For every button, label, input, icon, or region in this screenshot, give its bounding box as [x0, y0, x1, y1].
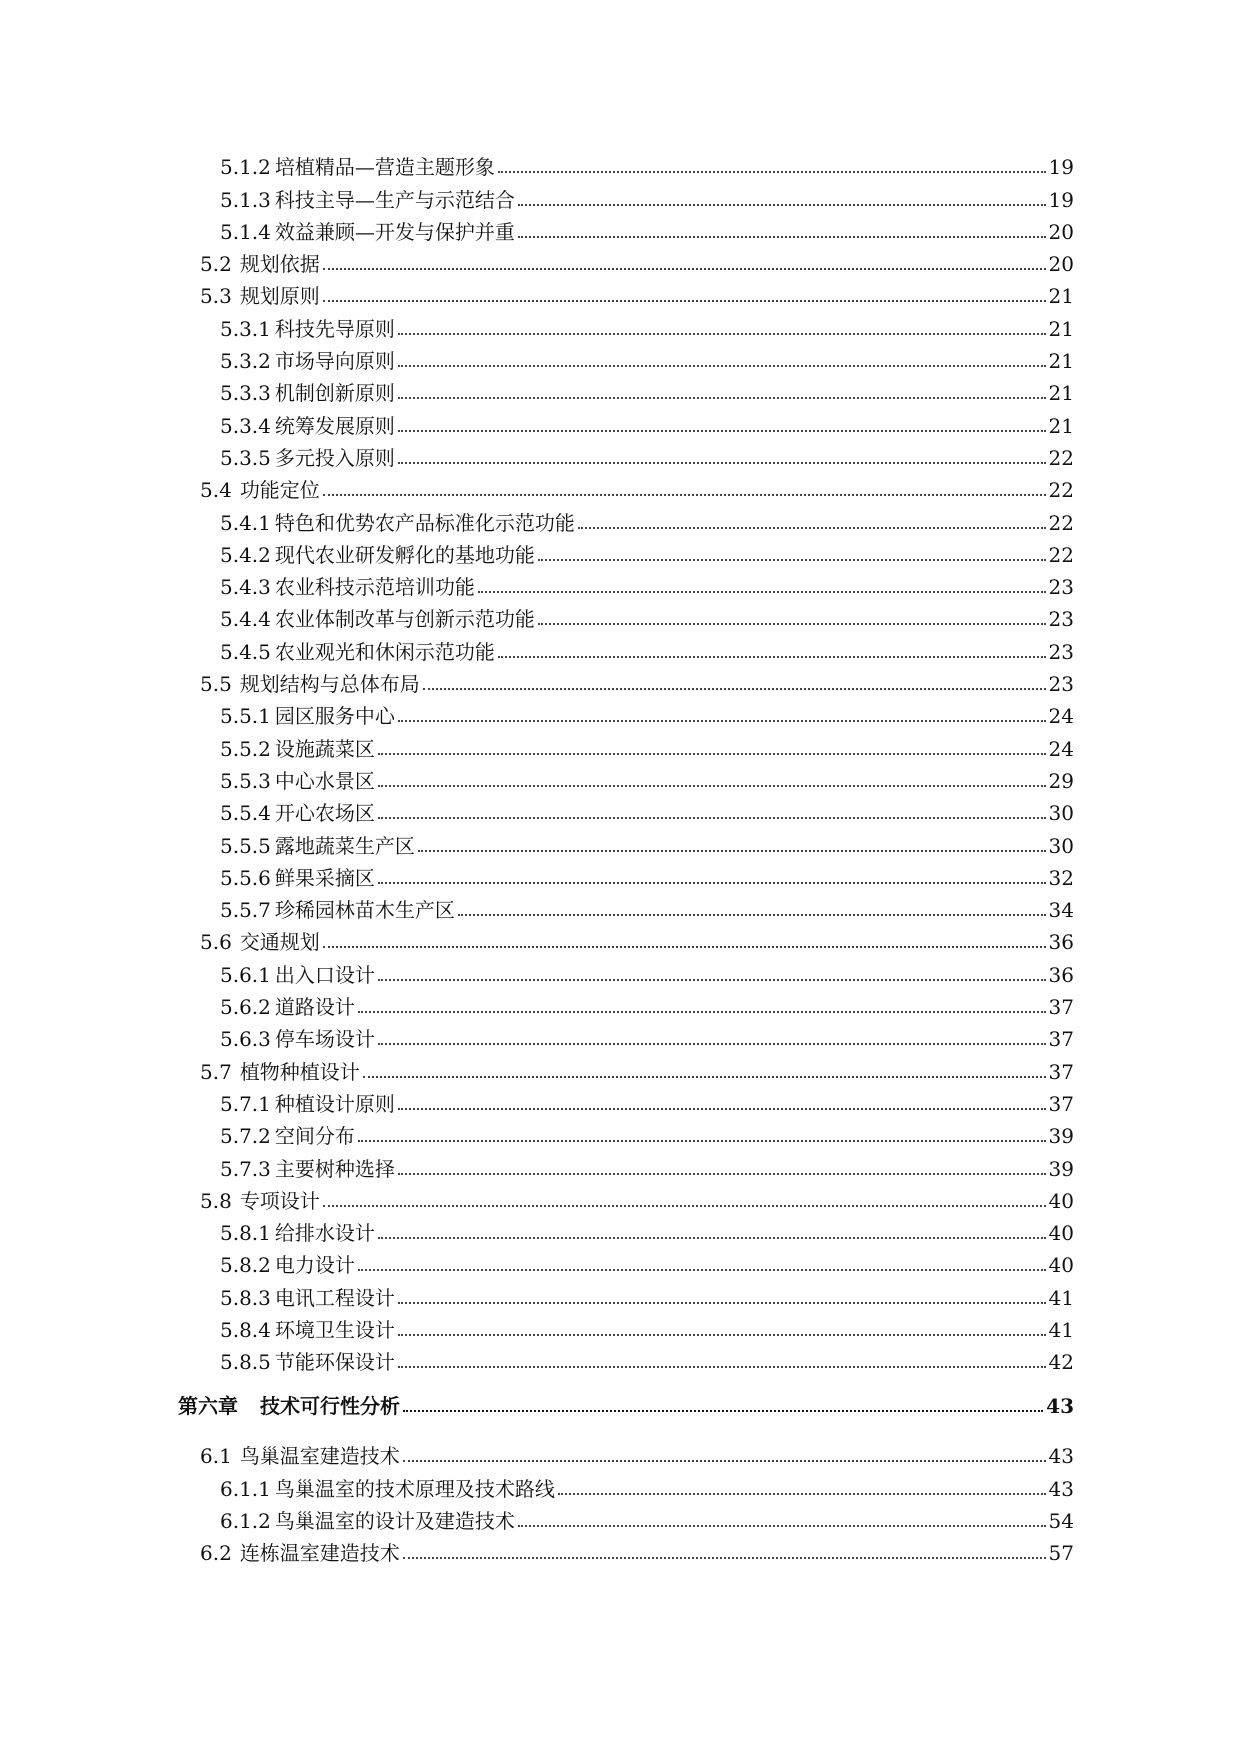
- toc-entry[interactable]: [0, 540, 1074, 572]
- toc-entry-page: 21: [1048, 284, 1074, 309]
- toc-entry-number: 5.5.7: [220, 898, 271, 923]
- toc-entry-page: 30: [1048, 833, 1074, 858]
- toc-entry-title: 园区服务中心: [274, 704, 395, 729]
- dot-leader: [558, 1493, 1046, 1495]
- toc-entry-page: 19: [1048, 155, 1074, 180]
- dot-leader: [403, 1557, 1046, 1559]
- toc-entry[interactable]: [0, 863, 1074, 895]
- toc-entry[interactable]: [0, 927, 1074, 959]
- toc-entry-number: 5.5.3: [220, 768, 271, 793]
- dot-leader: [498, 171, 1046, 173]
- toc-entry-number: 5.7.3: [220, 1156, 271, 1181]
- toc-entry-number: 5.7.2: [220, 1124, 271, 1149]
- toc-entry-page: 41: [1048, 1285, 1074, 1310]
- toc-entry-page: 40: [1048, 1188, 1074, 1213]
- toc-entry[interactable]: [0, 992, 1074, 1024]
- dot-leader: [398, 430, 1046, 432]
- toc-entry-page: 23: [1048, 575, 1074, 600]
- dot-leader: [323, 268, 1046, 270]
- dot-leader: [358, 1140, 1046, 1142]
- toc-entry[interactable]: [0, 733, 1074, 765]
- toc-entry-page: 24: [1048, 736, 1074, 761]
- toc-entry-title: 空间分布: [274, 1124, 355, 1149]
- toc-entry-number: 5.1.3: [220, 187, 271, 212]
- toc-entry-page: 21: [1048, 316, 1074, 341]
- toc-entry[interactable]: [0, 1186, 1074, 1218]
- toc-entry-page: 36: [1048, 962, 1074, 987]
- toc-entry-title: 现代农业研发孵化的基地功能: [274, 542, 535, 567]
- toc-entry-title: 统筹发展原则: [274, 413, 395, 438]
- toc-entry-page: 37: [1048, 1091, 1074, 1116]
- toc-entry-title: 鸟巢温室建造技术: [239, 1444, 400, 1469]
- toc-entry-title: 环境卫生设计: [274, 1317, 395, 1342]
- toc-entry-page: 39: [1048, 1156, 1074, 1181]
- dot-leader: [418, 850, 1046, 852]
- toc-entry-page: 40: [1048, 1253, 1074, 1278]
- toc-entry-page: 23: [1048, 639, 1074, 664]
- toc-entry-number: 5.3.2: [220, 349, 271, 374]
- toc-entry-title: 中心水景区: [274, 768, 375, 793]
- toc-entry-number: 5.4: [200, 478, 232, 503]
- toc-entry-number: 5.5.1: [220, 704, 271, 729]
- toc-entry-page: 43: [1048, 1444, 1074, 1469]
- toc-entry-number: 5.8.5: [220, 1350, 271, 1375]
- dot-leader: [323, 300, 1046, 302]
- toc-entry-page: 21: [1048, 381, 1074, 406]
- toc-entry-page: 23: [1048, 672, 1074, 697]
- toc-entry-title: 科技先导原则: [274, 316, 395, 341]
- toc-entry-number: 5.3: [200, 284, 232, 309]
- toc-entry-title: 主要树种选择: [274, 1156, 395, 1181]
- toc-entry-number: 5.4.2: [220, 542, 271, 567]
- toc-entry-number: 5.8: [200, 1188, 232, 1213]
- dot-leader: [378, 817, 1046, 819]
- toc-entry-page: 29: [1048, 768, 1074, 793]
- toc-entry-number: 5.8.2: [220, 1253, 271, 1278]
- toc-entry[interactable]: [0, 1429, 1074, 1473]
- toc-entry-number: 6.2: [200, 1541, 232, 1566]
- toc-entry-title: 农业体制改革与创新示范功能: [274, 607, 535, 632]
- dot-leader: [378, 979, 1046, 981]
- dot-leader: [578, 527, 1046, 529]
- toc-entry[interactable]: [0, 1315, 1074, 1347]
- toc-entry-page: 40: [1048, 1221, 1074, 1246]
- toc-entry[interactable]: [0, 346, 1074, 378]
- toc-entry[interactable]: [0, 443, 1074, 475]
- toc-entry-title: 农业观光和休闲示范功能: [274, 639, 495, 664]
- toc-entry[interactable]: [0, 766, 1074, 798]
- toc-entry-title: 鸟巢温室的技术原理及技术路线: [274, 1476, 555, 1501]
- toc-entry-title: 种植设计原则: [274, 1091, 395, 1116]
- dot-leader: [398, 1173, 1046, 1175]
- toc-entry-title: 电讯工程设计: [274, 1285, 395, 1310]
- toc-entry-number: 5.4.5: [220, 639, 271, 664]
- toc-entry-number: 5.1.2: [220, 155, 271, 180]
- toc-entry-page: 22: [1048, 510, 1074, 535]
- dot-leader: [358, 1269, 1046, 1271]
- toc-entry-page: 54: [1048, 1508, 1074, 1533]
- toc-entry-number: 5.3.4: [220, 413, 271, 438]
- dot-leader: [378, 882, 1046, 884]
- toc-entry-title: 交通规划: [239, 930, 320, 955]
- toc-entry-page: 37: [1048, 1027, 1074, 1052]
- toc-entry-title: 出入口设计: [274, 962, 375, 987]
- toc-entry-number: 6.1.2: [220, 1508, 271, 1533]
- toc-entry-title: 规划依据: [239, 252, 320, 277]
- toc-entry-title: 农业科技示范培训功能: [274, 575, 475, 600]
- toc-entry-page: 22: [1048, 478, 1074, 503]
- toc-entry-page: 34: [1048, 898, 1074, 923]
- toc-entry-title: 机制创新原则: [274, 381, 395, 406]
- toc-entry-page: 41: [1048, 1317, 1074, 1342]
- toc-entry-page: 39: [1048, 1124, 1074, 1149]
- toc-entry[interactable]: [0, 1347, 1074, 1379]
- toc-entry[interactable]: [0, 1250, 1074, 1282]
- toc-entry[interactable]: [0, 669, 1074, 701]
- toc-entry-number: 5.5.4: [220, 801, 271, 826]
- toc-entry-title: 设施蔬菜区: [274, 736, 375, 761]
- table-of-contents: [0, 152, 1241, 1570]
- toc-entry-number: 第六章: [178, 1394, 238, 1419]
- toc-entry[interactable]: [0, 1218, 1074, 1250]
- dot-leader: [518, 236, 1046, 238]
- toc-entry-page: 22: [1048, 445, 1074, 470]
- toc-entry-title: 多元投入原则: [274, 445, 395, 470]
- toc-entry-title: 露地蔬菜生产区: [274, 833, 415, 858]
- toc-entry[interactable]: [0, 152, 1074, 184]
- toc-entry-number: 5.1.4: [220, 219, 271, 244]
- toc-entry-title: 鲜果采摘区: [274, 865, 375, 890]
- toc-entry-title: 技术可行性分析: [260, 1394, 400, 1419]
- toc-entry-page: 20: [1048, 252, 1074, 277]
- toc-entry-page: 37: [1048, 1059, 1074, 1084]
- dot-leader: [323, 1205, 1046, 1207]
- toc-entry[interactable]: [0, 507, 1074, 539]
- toc-entry[interactable]: [0, 959, 1074, 991]
- toc-entry[interactable]: [0, 1153, 1074, 1185]
- dot-leader: [398, 397, 1046, 399]
- toc-chapter-entry[interactable]: [0, 1379, 1074, 1429]
- toc-entry[interactable]: [0, 830, 1074, 862]
- dot-leader: [498, 656, 1046, 658]
- toc-entry-page: 37: [1048, 995, 1074, 1020]
- dot-leader: [423, 688, 1046, 690]
- toc-entry-number: 5.4.4: [220, 607, 271, 632]
- toc-entry-title: 规划结构与总体布局: [239, 672, 420, 697]
- toc-entry[interactable]: [0, 184, 1074, 216]
- toc-entry-page: 32: [1048, 865, 1074, 890]
- toc-entry-title: 培植精品—营造主题形象: [274, 155, 495, 180]
- toc-entry[interactable]: [0, 1473, 1074, 1505]
- toc-entry-page: 57: [1048, 1541, 1074, 1566]
- toc-entry-number: 5.6.2: [220, 995, 271, 1020]
- dot-leader: [478, 591, 1046, 593]
- toc-entry-number: 5.8.3: [220, 1285, 271, 1310]
- dot-leader: [518, 1525, 1046, 1527]
- toc-entry[interactable]: [0, 378, 1074, 410]
- toc-entry-number: 5.5.5: [220, 833, 271, 858]
- toc-entry[interactable]: [0, 895, 1074, 927]
- toc-entry-number: 5.2: [200, 252, 232, 277]
- toc-entry-title: 鸟巢温室的设计及建造技术: [274, 1508, 515, 1533]
- toc-entry-title: 功能定位: [239, 478, 320, 503]
- toc-entry-number: 5.6.1: [220, 962, 271, 987]
- toc-entry-number: 5.3.3: [220, 381, 271, 406]
- toc-entry-number: 5.5.6: [220, 865, 271, 890]
- toc-entry-title: 效益兼顾—开发与保护并重: [274, 219, 515, 244]
- toc-entry-title: 规划原则: [239, 284, 320, 309]
- toc-entry-page: 43: [1046, 1394, 1074, 1419]
- toc-entry-number: 5.7.1: [220, 1091, 271, 1116]
- toc-entry[interactable]: [0, 249, 1074, 281]
- toc-entry[interactable]: [0, 1089, 1074, 1121]
- toc-entry-page: 30: [1048, 801, 1074, 826]
- toc-entry-number: 5.6: [200, 930, 232, 955]
- toc-entry-number: 5.4.3: [220, 575, 271, 600]
- toc-entry-number: 6.1: [200, 1444, 232, 1469]
- dot-leader: [358, 1011, 1046, 1013]
- dot-leader: [403, 1460, 1046, 1462]
- toc-entry-title: 道路设计: [274, 995, 355, 1020]
- toc-entry-page: 20: [1048, 219, 1074, 244]
- dot-leader: [403, 1410, 1043, 1412]
- dot-leader: [363, 1076, 1046, 1078]
- dot-leader: [398, 1334, 1046, 1336]
- toc-entry[interactable]: [0, 701, 1074, 733]
- toc-entry-title: 电力设计: [274, 1253, 355, 1278]
- toc-entry[interactable]: [0, 1506, 1074, 1538]
- toc-entry-title: 市场导向原则: [274, 349, 395, 374]
- dot-leader: [518, 204, 1046, 206]
- toc-entry[interactable]: [0, 410, 1074, 442]
- toc-entry-number: 5.4.1: [220, 510, 271, 535]
- dot-leader: [398, 1108, 1046, 1110]
- dot-leader: [398, 462, 1046, 464]
- toc-entry[interactable]: [0, 1121, 1074, 1153]
- dot-leader: [323, 494, 1046, 496]
- toc-entry-page: 19: [1048, 187, 1074, 212]
- toc-entry-title: 植物种植设计: [239, 1059, 360, 1084]
- dot-leader: [378, 1043, 1046, 1045]
- toc-entry[interactable]: [0, 313, 1074, 345]
- toc-entry-title: 珍稀园林苗木生产区: [274, 898, 455, 923]
- dot-leader: [398, 365, 1046, 367]
- toc-entry-title: 停车场设计: [274, 1027, 375, 1052]
- toc-entry-number: 5.8.4: [220, 1317, 271, 1342]
- toc-entry[interactable]: [0, 636, 1074, 668]
- toc-entry-title: 开心农场区: [274, 801, 375, 826]
- dot-leader: [398, 720, 1046, 722]
- toc-entry[interactable]: [0, 281, 1074, 313]
- toc-entry[interactable]: [0, 1282, 1074, 1314]
- toc-entry-page: 24: [1048, 704, 1074, 729]
- toc-entry-page: 43: [1048, 1476, 1074, 1501]
- toc-entry-number: 5.3.5: [220, 445, 271, 470]
- dot-leader: [323, 946, 1046, 948]
- dot-leader: [458, 914, 1046, 916]
- dot-leader: [378, 785, 1046, 787]
- toc-entry-number: 5.7: [200, 1059, 232, 1084]
- toc-entry[interactable]: [0, 798, 1074, 830]
- toc-entry-page: 21: [1048, 413, 1074, 438]
- toc-entry-title: 连栋温室建造技术: [239, 1541, 400, 1566]
- toc-entry[interactable]: [0, 475, 1074, 507]
- dot-leader: [378, 753, 1046, 755]
- toc-entry[interactable]: [0, 1056, 1074, 1088]
- toc-entry-number: 5.5.2: [220, 736, 271, 761]
- toc-entry-title: 特色和优势农产品标准化示范功能: [274, 510, 575, 535]
- toc-entry-title: 给排水设计: [274, 1221, 375, 1246]
- dot-leader: [398, 1366, 1046, 1368]
- toc-entry[interactable]: [0, 217, 1074, 249]
- toc-entry-page: 23: [1048, 607, 1074, 632]
- toc-entry[interactable]: [0, 572, 1074, 604]
- dot-leader: [538, 623, 1046, 625]
- dot-leader: [398, 1302, 1046, 1304]
- toc-entry-number: 5.5: [200, 672, 232, 697]
- toc-entry[interactable]: [0, 1024, 1074, 1056]
- toc-entry-number: 6.1.1: [220, 1476, 271, 1501]
- toc-entry-number: 5.6.3: [220, 1027, 271, 1052]
- toc-entry-title: 科技主导—生产与示范结合: [274, 187, 515, 212]
- toc-entry[interactable]: [0, 604, 1074, 636]
- toc-entry-number: 5.3.1: [220, 316, 271, 341]
- toc-entry-page: 22: [1048, 542, 1074, 567]
- dot-leader: [398, 333, 1046, 335]
- dot-leader: [538, 559, 1046, 561]
- toc-entry-title: 专项设计: [239, 1188, 320, 1213]
- toc-entry-number: 5.8.1: [220, 1221, 271, 1246]
- dot-leader: [378, 1237, 1046, 1239]
- toc-entry-page: 21: [1048, 349, 1074, 374]
- toc-entry[interactable]: [0, 1538, 1074, 1570]
- toc-entry-page: 42: [1048, 1350, 1074, 1375]
- toc-entry-page: 36: [1048, 930, 1074, 955]
- toc-entry-title: 节能环保设计: [274, 1350, 395, 1375]
